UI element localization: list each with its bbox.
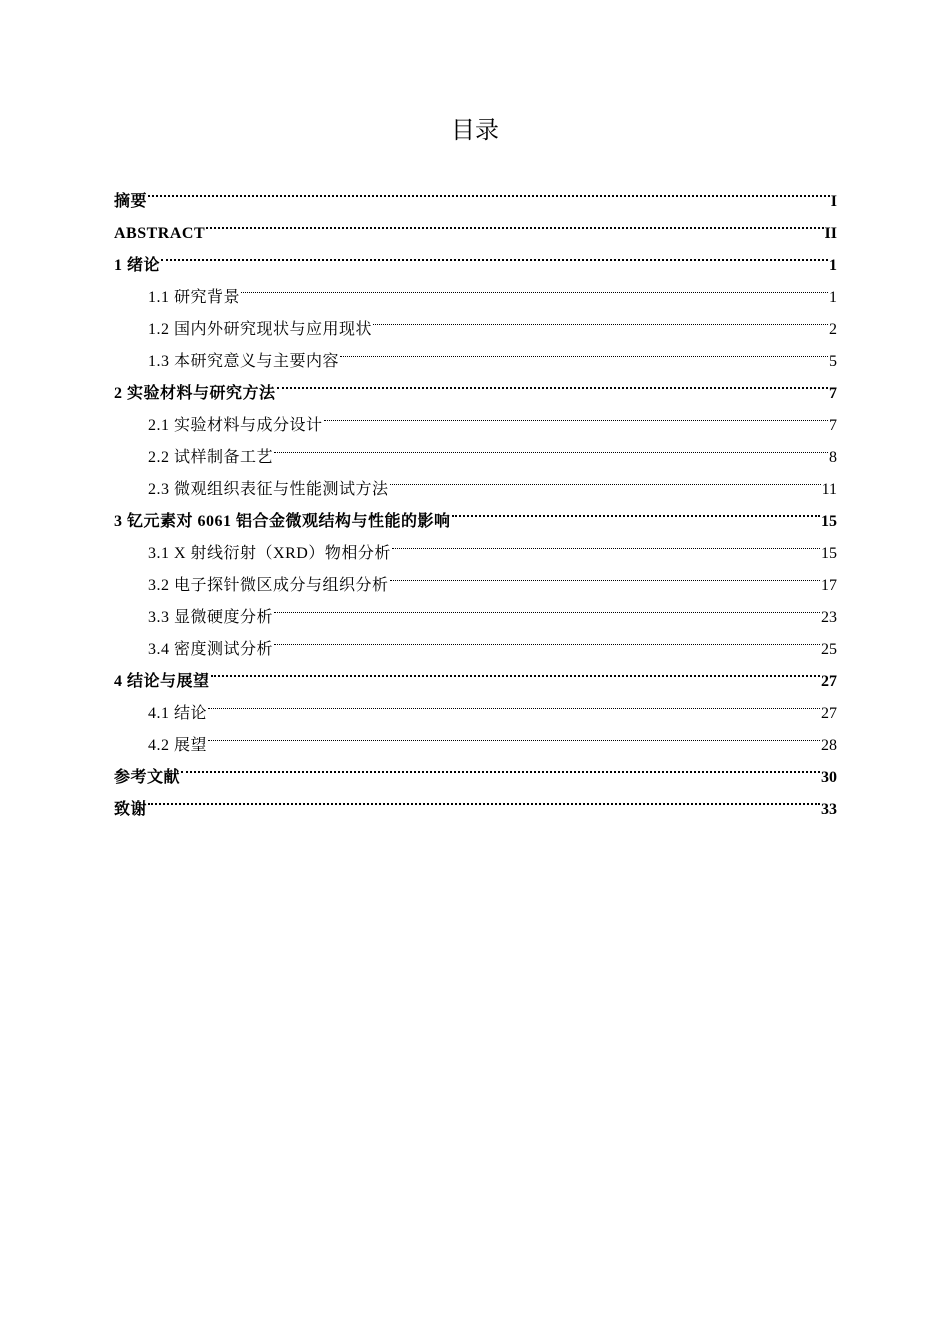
toc-entry-label: 3.2 电子探针微区成分与组织分析 <box>148 577 389 594</box>
dot-leader <box>452 494 820 526</box>
toc-entry-label: ABSTRACT <box>114 225 206 242</box>
toc-entry-page: 27 <box>821 673 837 690</box>
toc-entry-label: 3 钇元素对 6061 铝合金微观结构与性能的影响 <box>114 513 451 530</box>
toc-entry-page: 17 <box>821 577 837 594</box>
toc-entry-section-1-1[interactable] <box>114 270 837 306</box>
toc-entry-label: 3.1 X 射线衍射（XRD）物相分析 <box>148 545 391 562</box>
toc-entry-label: 3.3 显微硬度分析 <box>148 609 274 626</box>
dot-leader <box>277 366 828 398</box>
toc-entry-label: 2 实验材料与研究方法 <box>114 385 276 402</box>
toc-entry-page: 1 <box>829 289 837 306</box>
toc-entry-page: II <box>824 225 837 242</box>
toc-entry-abstract-en[interactable] <box>114 206 837 242</box>
toc-entry-page: 33 <box>821 801 837 818</box>
dot-leader <box>274 622 820 654</box>
toc-entry-page: 5 <box>829 353 837 370</box>
toc-entry-page: 7 <box>829 417 837 434</box>
dot-leader <box>181 750 820 782</box>
toc-entry-label: 致谢 <box>114 801 148 818</box>
dot-leader <box>274 430 828 462</box>
page-title: 目录 <box>451 116 499 144</box>
toc-entry-page: 27 <box>821 705 837 722</box>
toc-entry-label: 参考文献 <box>114 769 181 786</box>
dot-leader <box>161 238 828 270</box>
toc-entry-label: 1.3 本研究意义与主要内容 <box>148 353 340 370</box>
dot-leader <box>390 462 821 494</box>
toc-entry-label: 3.4 密度测试分析 <box>148 641 274 658</box>
dot-leader <box>208 686 820 718</box>
toc-entry-page: 2 <box>829 321 837 338</box>
toc-entry-page: 7 <box>829 385 837 402</box>
toc-entry-page: 8 <box>829 449 837 466</box>
toc-entry-page: 28 <box>821 737 837 754</box>
toc-entry-label: 4.2 展望 <box>148 737 208 754</box>
toc-entry-chapter-4[interactable] <box>114 654 837 690</box>
dot-leader <box>208 718 820 750</box>
dot-leader <box>392 526 820 558</box>
dot-leader <box>340 334 828 366</box>
toc-entry-page: 30 <box>821 769 837 786</box>
toc-entry-label: 摘要 <box>114 193 148 210</box>
toc-entry-section-4-2[interactable] <box>114 718 837 754</box>
dot-leader <box>324 398 828 430</box>
toc-entry-label: 2.2 试样制备工艺 <box>148 449 274 466</box>
toc-entry-page: 11 <box>821 481 837 498</box>
toc-entry-label: 2.1 实验材料与成分设计 <box>148 417 323 434</box>
toc-entry-label: 1.2 国内外研究现状与应用现状 <box>148 321 373 338</box>
toc-entry-page: 23 <box>821 609 837 626</box>
toc-entry-acknowledgements[interactable] <box>114 782 837 818</box>
dot-leader <box>390 558 820 590</box>
toc-entry-label: 4.1 结论 <box>148 705 208 722</box>
toc-entry-label: 4 结论与展望 <box>114 673 210 690</box>
dot-leader <box>241 270 828 302</box>
toc-entry-label: 1 绪论 <box>114 257 161 274</box>
dot-leader <box>211 654 820 686</box>
dot-leader <box>274 590 820 622</box>
toc-entry-chapter-1[interactable] <box>114 238 837 274</box>
toc-entry-page: I <box>830 193 837 210</box>
toc-entry-references[interactable] <box>114 750 837 786</box>
dot-leader <box>148 174 830 206</box>
toc-entry-section-4-1[interactable] <box>114 686 837 722</box>
toc-entry-label: 2.3 微观组织表征与性能测试方法 <box>148 481 389 498</box>
toc-entry-label: 1.1 研究背景 <box>148 289 241 306</box>
table-of-contents <box>114 174 837 818</box>
toc-entry-page: 1 <box>829 257 837 274</box>
toc-entry-abstract-cn[interactable] <box>114 174 837 210</box>
dot-leader <box>373 302 828 334</box>
toc-entry-page: 15 <box>821 545 837 562</box>
toc-entry-page: 15 <box>821 513 837 530</box>
toc-entry-page: 25 <box>821 641 837 658</box>
dot-leader <box>148 782 820 814</box>
dot-leader <box>206 206 823 238</box>
